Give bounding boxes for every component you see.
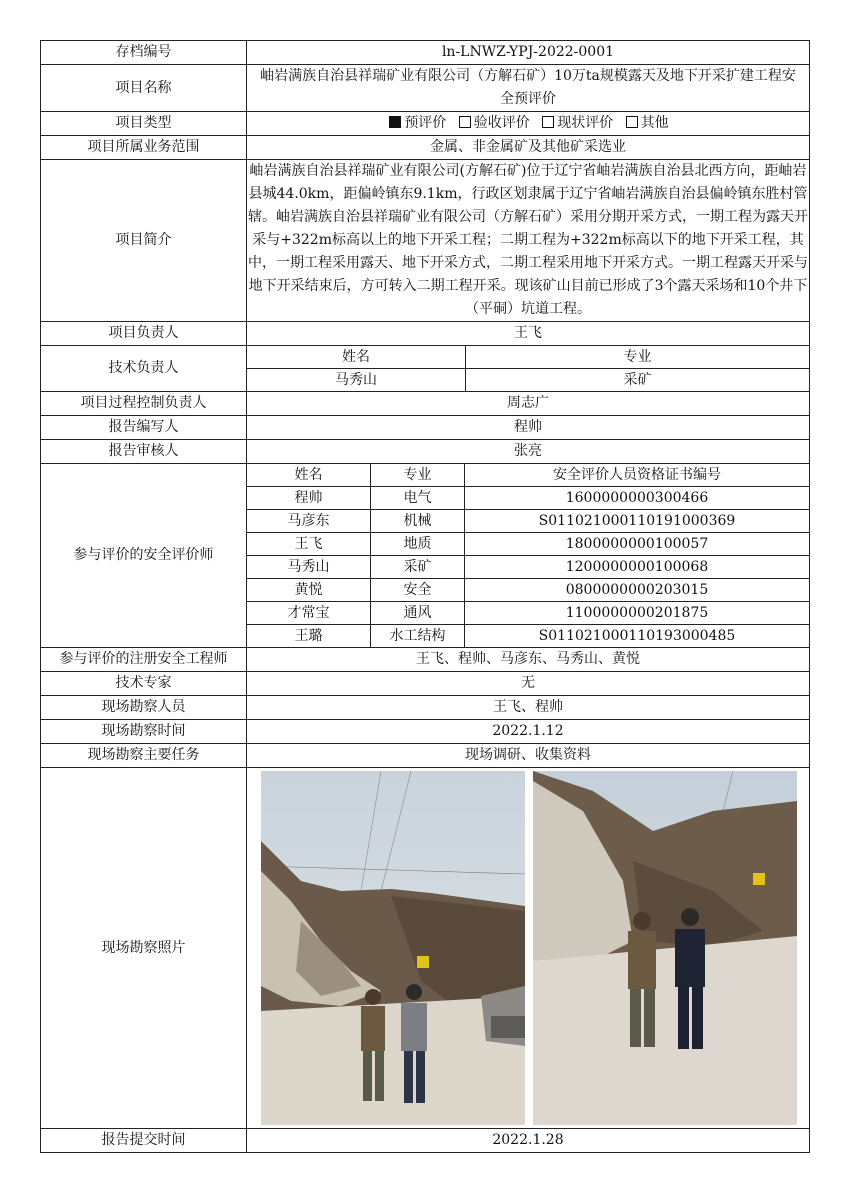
type-option-pre-evaluation[interactable]: 预评价 [387,115,446,131]
process-ctrl-value: 周志广 [247,392,810,416]
evaluator-name: 程帅 [247,487,371,510]
submit-time-value: 2022.1.28 [247,1129,810,1153]
type-option-other[interactable]: 其他 [624,115,669,131]
tech-leader-header-major: 专业 [466,346,810,369]
project-name-label: 项目名称 [41,65,247,112]
table-row [247,487,809,510]
tech-leader-header-name: 姓名 [247,346,466,369]
writer-value: 程帅 [247,416,810,440]
evaluator-major: 电气 [371,487,465,510]
tech-leader-major: 采矿 [623,372,652,388]
tech-leader-subtable [247,346,809,391]
table-row [247,579,809,602]
evaluator-name: 才常宝 [247,602,371,625]
expert-label: 技术专家 [41,672,247,696]
project-type-options [247,112,810,136]
evaluator-major: 安全 [371,579,465,602]
engineers-value: 王飞、程帅、马彦东、马秀山、黄悦 [247,648,810,672]
checkbox-unchecked-icon [542,116,554,128]
survey-photo-2 [533,771,797,1125]
evaluator-cert: S011021000110191000369 [465,510,810,533]
submit-time-label: 报告提交时间 [41,1129,247,1153]
expert-value: 无 [247,672,810,696]
report-info-table [40,40,810,1153]
survey-photos-label: 现场勘察照片 [41,768,247,1129]
survey-photos-cell [247,768,810,1129]
evaluator-major: 采矿 [371,556,465,579]
scope-label: 项目所属业务范围 [41,136,247,160]
evaluator-major: 通风 [371,602,465,625]
leader-label: 项目负责人 [41,322,247,346]
evaluators-header-name: 姓名 [247,464,371,487]
tech-leader-cell [247,346,810,392]
tech-leader-label: 技术负责人 [41,346,247,392]
table-row [247,556,809,579]
archive-no-label: 存档编号 [41,41,247,65]
engineers-label: 参与评价的注册安全工程师 [41,648,247,672]
evaluator-cert: 1600000000300466 [465,487,810,510]
tech-leader-name: 马秀山 [247,369,466,392]
checkbox-unchecked-icon [459,116,471,128]
evaluators-header-row [247,464,809,487]
archive-no-value: ln-LNWZ-YPJ-2022-0001 [247,41,810,65]
evaluator-cert: 1800000000100057 [465,533,810,556]
evaluator-name: 王璐 [247,625,371,648]
evaluator-name: 马彦东 [247,510,371,533]
intro-label: 项目简介 [41,160,247,322]
survey-task-value: 现场调研、收集资料 [247,744,810,768]
type-option-status[interactable]: 现状评价 [540,115,613,131]
evaluator-name: 黄悦 [247,579,371,602]
survey-staff-label: 现场勘察人员 [41,696,247,720]
table-row [247,602,809,625]
evaluators-subtable [247,464,809,647]
evaluators-cell [247,464,810,648]
evaluator-major: 机械 [371,510,465,533]
project-name-value: 岫岩满族自治县祥瑞矿业有限公司（方解石矿）10万ta规模露天及地下开采扩建工程安全预评价 [247,65,810,112]
reviewer-value: 张亮 [247,440,810,464]
evaluator-cert: 1200000000100068 [465,556,810,579]
survey-time-value: 2022.1.12 [247,720,810,744]
evaluator-major: 水工结构 [371,625,465,648]
process-ctrl-label: 项目过程控制负责人 [41,392,247,416]
table-row [247,625,809,648]
survey-photo-1 [261,771,525,1125]
survey-time-label: 现场勘察时间 [41,720,247,744]
survey-task-label: 现场勘察主要任务 [41,744,247,768]
table-row [247,510,809,533]
survey-staff-value: 王飞、程帅 [247,696,810,720]
writer-label: 报告编写人 [41,416,247,440]
evaluator-name: 马秀山 [247,556,371,579]
evaluators-label: 参与评价的安全评价师 [41,464,247,648]
evaluator-cert: 1100000000201875 [465,602,810,625]
scope-value: 金属、非金属矿及其他矿采选业 [247,136,810,160]
evaluator-name: 王飞 [247,533,371,556]
checkbox-checked-icon [389,116,401,128]
evaluators-header-cert: 安全评价人员资格证书编号 [465,464,810,487]
leader-value: 王飞 [247,322,810,346]
evaluator-major: 地质 [371,533,465,556]
reviewer-label: 报告审核人 [41,440,247,464]
evaluator-cert: S011021000110193000485 [538,628,736,644]
evaluators-header-major: 专业 [371,464,465,487]
checkbox-unchecked-icon [626,116,638,128]
evaluator-cert: 0800000000203015 [465,579,810,602]
table-row [247,533,809,556]
project-type-label: 项目类型 [41,112,247,136]
type-option-acceptance[interactable]: 验收评价 [457,115,530,131]
intro-value: 岫岩满族自治县祥瑞矿业有限公司(方解石矿)位于辽宁省岫岩满族自治县北西方向，距岫岩县城44.0km，距偏岭镇东9.1km，行政区划隶属于辽宁省岫岩满族自治县偏岭镇东胜村管辖。岫岩满族自治县祥瑞矿业有限公司（方解石矿）采用分期开采方式，一期工程为露天开采与+322m标高以上的地下开采工程；二期工程为+322m标高以下的地下开采工程，其中，一期工程采用露天、地下开采方式，二期工程采用地下开采方式。一期工程露天开采与地下开采结束后，方可转入二期工程开采。现该矿山目前已形成了3个露天采场和10个井下（平硐）坑道工程。 [247,160,810,322]
